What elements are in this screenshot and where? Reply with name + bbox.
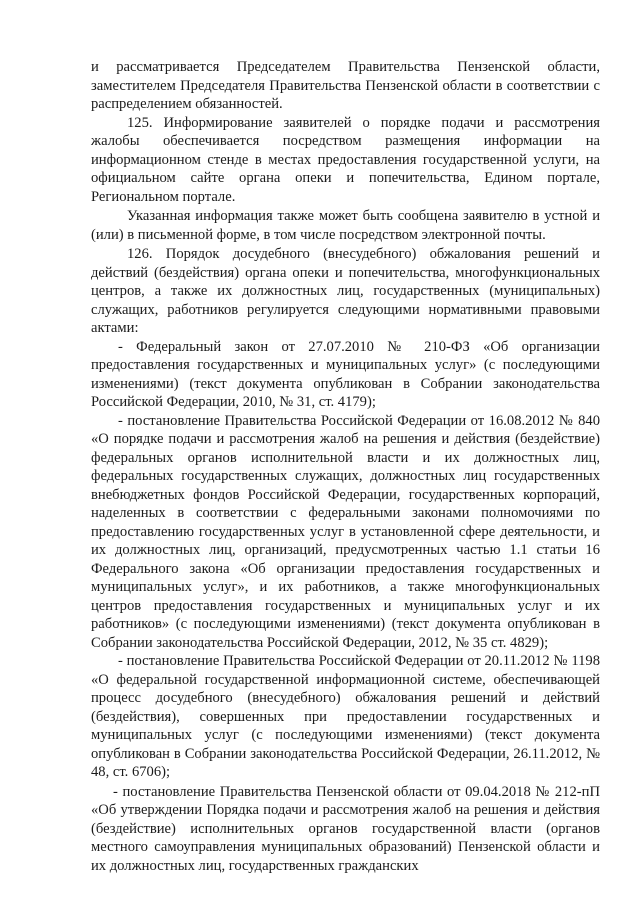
document-page: [91, 58, 600, 875]
paragraph-info: Указанная информация также может быть сообщена заявителю в устной и (или) в письменной форме, в том числе посредством электронной почты.: [91, 208, 600, 243]
paragraph-law-210: - Федеральный закон от 27.07.2010 № 210-ФЗ «Об организации предоставления государственных и муниципальных услуг» (с последующими изменениями) (текст документа опубликован в Собрании законодательства Российской Федерации, 2010, № 31, ст. 4179);: [91, 338, 600, 410]
paragraph-125: 125. Информирование заявителей о порядке подачи и рассмотрения жалобы обеспечивается посредством размещения информации на информационном стенде в местах предоставления государственной услуги, на официальном сайте органа опеки и попечительства, Едином портале, Региональном портале.: [91, 114, 600, 205]
paragraph-decree-840: - постановление Правительства Российской Федерации от 16.08.2012 № 840 «О порядке подачи и рассмотрения жалоб на решения и действия (бездействие) федеральных органов исполнительной власти и их должностных лиц, федеральных государственных служащих, должностных лиц государственных внебюджетных фондов Российской Федерации, государственных корпораций, наделенных в соответствии с федеральными законами полномочиями по предоставлению государственных услуг в установленной сфере деятельности, и их должностных лиц, организаций, предусмотренных частью 1.1 статьи 16 Федерального закона «Об организации предоставления государственных и муниципальных услуг», и их работников, а также многофункциональных центров предоставления государственных и муниципальных услуг и их работников» (с последующими изменениями) (текст документа опубликован в Собрании законодательства Российской Федерации, 2012, № 35 ст. 4829);: [91, 412, 600, 651]
paragraph-continuation: и рассматривается Председателем Правительства Пензенской области, заместителем Председателя Правительства Пензенской области в соответствии с распределением обязанностей.: [91, 59, 600, 112]
paragraph-decree-212: - постановление Правительства Пензенской области от 09.04.2018 № 212-пП «Об утверждении Порядка подачи и рассмотрения жалоб на решения и действия (бездействие) исполнительных органов государственной власти (органов местного самоуправления муниципальных образований) Пензенской области и их должностных лиц, государственных гражданских: [91, 783, 600, 874]
paragraph-126: 126. Порядок досудебного (внесудебного) обжалования решений и действий (бездействия) органа опеки и попечительства, многофункциональных центров, а также их должностных лиц, государственных (муниципальных) служащих, работников регулируется следующими нормативными правовыми актами:: [91, 246, 600, 336]
paragraph-decree-1198: - постановление Правительства Российской Федерации от 20.11.2012 № 1198 «О федеральной государственной информационной системе, обеспечивающей процесс досудебного (внесудебного) обжалования решений и действий (бездействия), совершенных при предоставлении государственных и муниципальных услуг (с последующими изменениями) (текст документа опубликован в Собрании законодательства Российской Федерации, 26.11.2012, № 48, ст. 6706);: [91, 653, 600, 780]
